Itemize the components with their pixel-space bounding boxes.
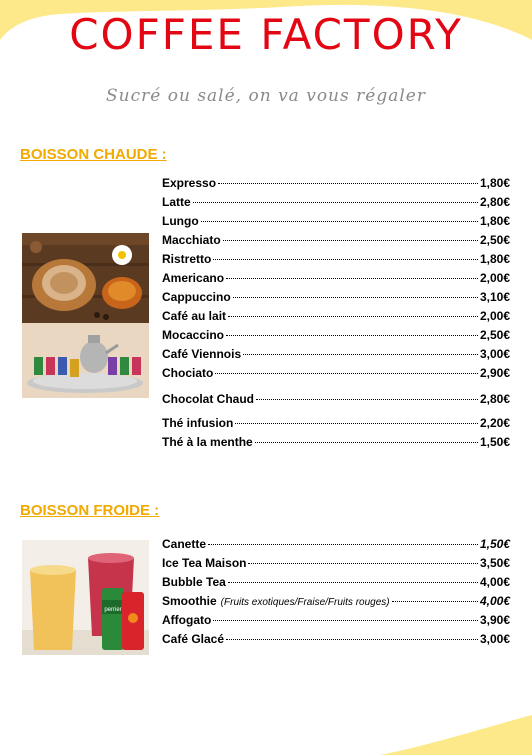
menu-item: Americano 2,00€ — [162, 271, 510, 285]
menu-item: Lungo 1,80€ — [162, 214, 510, 228]
menu-item: Cappuccino 3,10€ — [162, 290, 510, 304]
menu-item: Smoothie (Fruits exotiques/Fraise/Fruits rouges) 4,00€ — [162, 594, 510, 608]
menu-item: Expresso 1,80€ — [162, 176, 510, 190]
bottom-wave-decoration — [0, 715, 532, 755]
hot-drinks-heading: BOISSON CHAUDE : — [20, 146, 167, 163]
smoothie-flavors-note: (Fruits exotiques/Fraise/Fruits rouges) — [220, 597, 390, 608]
menu-item: Ristretto 1,80€ — [162, 252, 510, 266]
menu-item: Thé à la menthe 1,50€ — [162, 435, 510, 449]
menu-item: Affogato 3,90€ — [162, 613, 510, 627]
menu-item: Café Viennois 3,00€ — [162, 347, 510, 361]
menu-item: Macchiato 2,50€ — [162, 233, 510, 247]
menu-item: Café Glacé 3,00€ — [162, 632, 510, 646]
menu-item: Chocolat Chaud 2,80€ — [162, 392, 510, 406]
menu-item: Café au lait 2,00€ — [162, 309, 510, 323]
menu-item: Thé infusion 2,20€ — [162, 416, 510, 430]
menu-item: Ice Tea Maison 3,50€ — [162, 556, 510, 570]
menu-item: Canette 1,50€ — [162, 537, 510, 551]
menu-item: Latte 2,80€ — [162, 195, 510, 209]
mint-tea-set-photo — [22, 323, 149, 398]
menu-item: Mocaccino 2,50€ — [162, 328, 510, 342]
can-label: perrier — [104, 607, 122, 613]
page-subtitle: Sucré ou salé, on va vous régaler — [106, 86, 426, 106]
coffee-cup-photo — [22, 233, 149, 323]
menu-item: Chociato 2,90€ — [162, 366, 510, 380]
cold-drinks-menu — [162, 537, 510, 651]
hot-drinks-menu — [162, 176, 510, 454]
smoothies-and-cans-photo — [22, 540, 149, 655]
menu-item: Bubble Tea 4,00€ — [162, 575, 510, 589]
cold-drinks-heading: BOISSON FROIDE : — [20, 502, 160, 519]
page-title: COFFEE FACTORY — [69, 10, 463, 59]
